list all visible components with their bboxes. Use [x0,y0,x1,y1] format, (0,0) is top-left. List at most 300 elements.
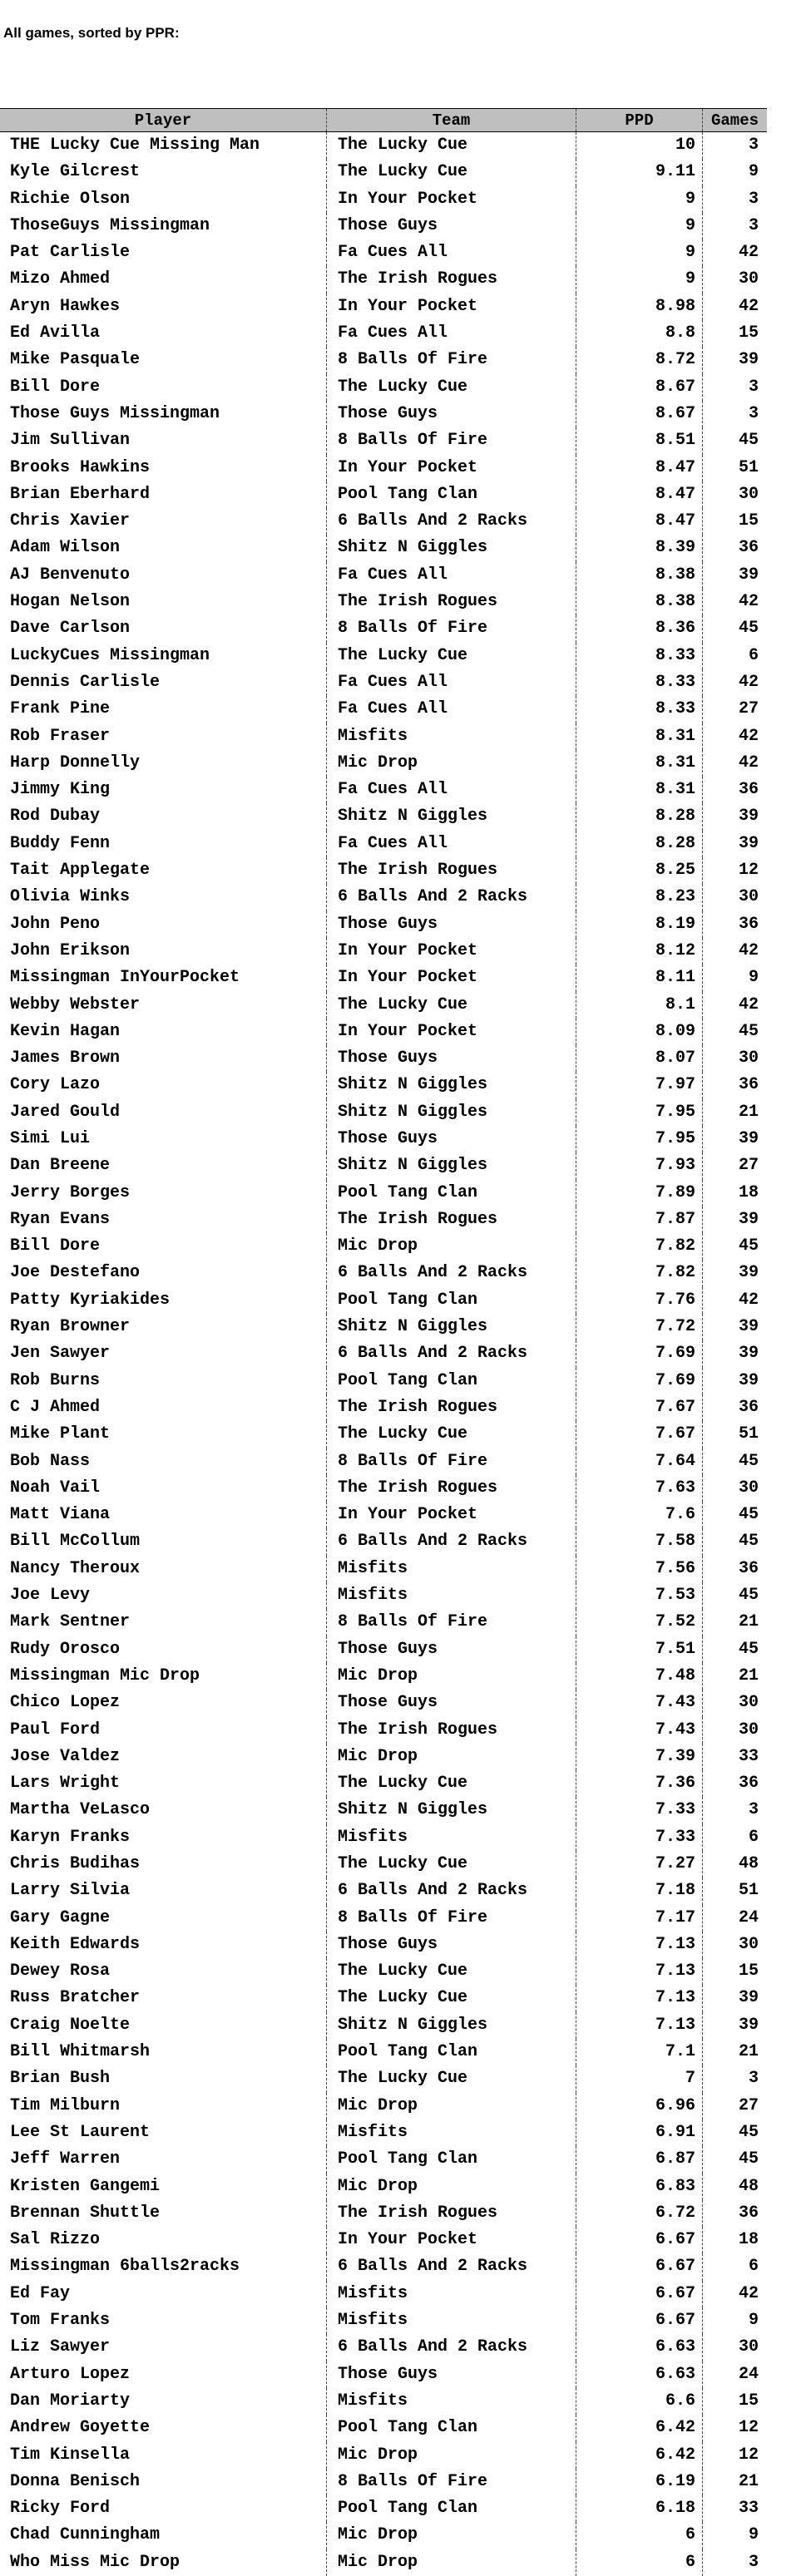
team-cell: The Lucky Cue [327,159,576,185]
games-cell: 12 [738,2445,759,2465]
ppd-cell: 8.25 [576,857,703,884]
table-row [0,1314,767,1340]
ppd-cell: 8.11 [576,965,703,991]
table-row [0,294,767,320]
player-cell: Jen Sawyer [0,1340,327,1367]
games-cell: 15 [738,511,759,531]
player-cell: Jerry Borges [0,1180,327,1207]
table-row [0,696,767,723]
player-cell: Hogan Nelson [0,589,327,615]
games-cell: 42 [738,940,759,960]
table-row [0,1152,767,1179]
player-cell: Andrew Goyette [0,2415,327,2441]
team-cell: 6 Balls And 2 Racks [327,1528,576,1555]
games-cell: 39 [738,350,759,370]
ppd-cell: 8.31 [576,723,703,750]
games-cell: 15 [738,1962,759,1981]
player-cell: Bob Nass [0,1448,327,1475]
games-cell: 18 [738,1182,759,1202]
team-cell: Mic Drop [327,1744,576,1770]
ppd-cell: 8.47 [576,481,703,508]
ppd-cell: 8.23 [576,884,703,910]
games-cell: 30 [738,2337,759,2357]
table-row [0,1126,767,1152]
table-row [0,938,767,965]
games-cell: 39 [738,807,759,827]
table-row [0,320,767,347]
player-cell: Jeff Warren [0,2146,327,2173]
table-row [0,1905,767,1932]
ppd-cell: 9 [576,213,703,239]
team-cell: Shitz N Giggles [327,1099,576,1126]
games-cell: 39 [738,1128,759,1148]
ppd-cell: 6.67 [576,2281,703,2307]
table-row [0,1851,767,1878]
ppd-cell: 7.82 [576,1260,703,1286]
player-cell: Brooks Hawkins [0,455,327,481]
games-cell: 3 [748,377,759,397]
games-cell: 6 [748,1827,759,1847]
games-cell: 30 [738,1049,759,1068]
team-cell: Those Guys [327,1045,576,1072]
player-cell: Arturo Lopez [0,2361,327,2388]
player-cell: John Peno [0,911,327,938]
games-cell: 3 [748,1800,759,1820]
player-cell: Craig Noelte [0,2012,327,2039]
team-cell: Fa Cues All [327,239,576,266]
table-row [0,2442,767,2469]
games-cell: 36 [738,1075,759,1095]
table-row [0,2039,767,2065]
player-cell: Dennis Carlisle [0,669,327,696]
team-cell: The Lucky Cue [327,1958,576,1985]
table-row [0,1099,767,1126]
games-cell: 3 [748,136,759,155]
team-cell: 8 Balls Of Fire [327,1609,576,1636]
table-row [0,2093,767,2120]
player-cell: Ryan Browner [0,1314,327,1340]
games-cell: 12 [738,861,759,881]
table-row [0,1824,767,1851]
games-cell: 9 [748,2311,759,2331]
games-cell: 15 [738,323,759,343]
player-cell: Tait Applegate [0,857,327,884]
team-cell: Pool Tang Clan [327,2146,576,2173]
table-row [0,1528,767,1555]
player-cell: LuckyCues Missingman [0,643,327,669]
player-cell: Jose Valdez [0,1744,327,1770]
games-cell: 39 [738,1263,759,1283]
team-cell: Misfits [327,2307,576,2334]
team-cell: Those Guys [327,2361,576,2388]
ppd-cell: 8.38 [576,562,703,589]
team-cell: Shitz N Giggles [327,2012,576,2039]
table-row [0,481,767,508]
ppd-cell: 8.28 [576,803,703,830]
player-cell: Mike Plant [0,1421,327,1448]
ppd-cell: 6 [576,2549,703,2576]
table-row [0,1368,767,1394]
ppd-cell: 8.67 [576,401,703,427]
games-cell: 45 [738,431,759,451]
table-row [0,589,767,615]
ppd-cell: 7.36 [576,1770,703,1797]
games-cell: 6 [748,645,759,665]
player-cell: Dan Moriarty [0,2388,327,2415]
table-row [0,1770,767,1797]
table-row [0,186,767,213]
games-cell: 33 [738,1746,759,1766]
table-body [0,132,767,2576]
ppd-cell: 7.82 [576,1233,703,1260]
player-cell: Brennan Shuttle [0,2200,327,2227]
games-cell: 39 [738,1988,759,2008]
table-row [0,1717,767,1744]
team-cell: Pool Tang Clan [327,2495,576,2522]
ppd-cell: 7.27 [576,1851,703,1878]
team-cell: 8 Balls Of Fire [327,347,576,373]
games-cell: 18 [738,2230,759,2250]
ppd-cell: 7.58 [576,1528,703,1555]
team-cell: Mic Drop [327,1233,576,1260]
table-row [0,2388,767,2415]
table-row [0,347,767,373]
ppd-cell: 8.33 [576,669,703,696]
table-row [0,1260,767,1286]
ppd-cell: 7.17 [576,1905,703,1932]
player-cell: Joe Levy [0,1582,327,1609]
player-cell: Bill Whitmarsh [0,2039,327,2065]
team-cell: 8 Balls Of Fire [327,1448,576,1475]
games-cell: 3 [748,189,759,209]
ppd-cell: 8.33 [576,696,703,723]
ppd-cell: 7 [576,2065,703,2092]
ppd-cell: 8.31 [576,777,703,803]
table-row [0,1958,767,1985]
player-cell: Harp Donnelly [0,750,327,777]
ppd-cell: 8.47 [576,455,703,481]
ppd-cell: 8.38 [576,589,703,615]
table-row [0,1340,767,1367]
table-row [0,2469,767,2495]
ppd-cell: 7.69 [576,1368,703,1394]
player-cell: Ed Avilla [0,320,327,347]
ppd-cell: 7.72 [576,1314,703,1340]
player-cell: Adam Wilson [0,535,327,561]
table-row [0,1045,767,1072]
games-cell: 45 [738,1236,759,1256]
games-cell: 36 [738,1558,759,1578]
table-row [0,1394,767,1421]
team-cell: Pool Tang Clan [327,1180,576,1207]
ppd-cell: 6.63 [576,2334,703,2361]
ppd-cell: 9 [576,186,703,213]
player-cell: Kevin Hagan [0,1019,327,1045]
ppd-cell: 6.42 [576,2415,703,2441]
table-row [0,1636,767,1663]
ppd-cell: 9.11 [576,159,703,185]
table-row [0,1582,767,1609]
player-cell: Tom Franks [0,2307,327,2334]
table-row [0,777,767,803]
player-cell: Kristen Gangemi [0,2174,327,2200]
header-ppd: PPD [576,109,703,131]
player-cell: Brian Eberhard [0,481,327,508]
table-row [0,401,767,427]
team-cell: Mic Drop [327,2522,576,2549]
player-cell: Chris Budihas [0,1851,327,1878]
player-cell: Missingman InYourPocket [0,965,327,991]
team-cell: Those Guys [327,1636,576,1663]
ppd-cell: 8.1 [576,992,703,1019]
player-cell: Martha VeLasco [0,1797,327,1823]
games-cell: 42 [738,1290,759,1310]
player-cell: Simi Lui [0,1126,327,1152]
team-cell: Pool Tang Clan [327,2415,576,2441]
player-cell: Ryan Evans [0,1207,327,1233]
player-cell: Jim Sullivan [0,427,327,454]
player-cell: Pat Carlisle [0,239,327,266]
team-cell: In Your Pocket [327,938,576,965]
games-cell: 45 [738,2122,759,2142]
player-cell: Patty Kyriakides [0,1287,327,1314]
ppd-cell: 7.13 [576,1985,703,2011]
player-cell: Missingman 6balls2racks [0,2253,327,2280]
player-cell: Dewey Rosa [0,1958,327,1985]
team-cell: Mic Drop [327,2549,576,2576]
ppd-cell: 7.52 [576,1609,703,1636]
games-cell: 39 [738,1317,759,1337]
team-cell: Pool Tang Clan [327,1287,576,1314]
player-cell: Dave Carlson [0,615,327,642]
team-cell: The Lucky Cue [327,992,576,1019]
table-row [0,535,767,561]
games-cell: 51 [738,1881,759,1901]
team-cell: Fa Cues All [327,320,576,347]
table-row [0,1475,767,1502]
table-row [0,132,767,159]
team-cell: The Lucky Cue [327,643,576,669]
player-cell: Karyn Franks [0,1824,327,1851]
team-cell: Shitz N Giggles [327,1072,576,1098]
team-cell: In Your Pocket [327,965,576,991]
ppd-cell: 6.19 [576,2469,703,2495]
player-cell: C J Ahmed [0,1394,327,1421]
player-cell: AJ Benvenuto [0,562,327,589]
games-cell: 12 [738,2418,759,2438]
games-cell: 30 [738,269,759,289]
games-cell: 39 [738,1344,759,1364]
team-cell: Mic Drop [327,1663,576,1690]
team-cell: Mic Drop [327,750,576,777]
player-cell: Bill McCollum [0,1528,327,1555]
games-cell: 33 [738,2499,759,2519]
team-cell: In Your Pocket [327,1502,576,1528]
games-cell: 48 [738,2176,759,2196]
player-cell: Mark Sentner [0,1609,327,1636]
team-cell: 6 Balls And 2 Racks [327,1340,576,1367]
table-row [0,1932,767,1958]
player-cell: Bill Dore [0,1233,327,1260]
player-cell: Lee St Laurent [0,2120,327,2146]
table-row [0,831,767,857]
team-cell: 6 Balls And 2 Racks [327,1260,576,1286]
ppd-cell: 6.87 [576,2146,703,2173]
ppd-cell: 6.18 [576,2495,703,2522]
player-cell: Tim Milburn [0,2093,327,2120]
games-cell: 36 [738,538,759,558]
games-cell: 51 [738,457,759,477]
ppd-cell: 7.67 [576,1394,703,1421]
team-cell: The Lucky Cue [327,1421,576,1448]
ppd-cell: 7.13 [576,2012,703,2039]
games-cell: 36 [738,780,759,800]
team-cell: In Your Pocket [327,1019,576,1045]
table-row [0,239,767,266]
team-cell: 6 Balls And 2 Racks [327,2253,576,2280]
player-cell: Chico Lopez [0,1690,327,1716]
table-row [0,2012,767,2039]
ppd-cell: 8.19 [576,911,703,938]
ppd-cell: 7.95 [576,1126,703,1152]
ppd-cell: 7.13 [576,1932,703,1958]
ppd-cell: 7.63 [576,1475,703,1502]
ppd-cell: 7.69 [576,1340,703,1367]
ppd-cell: 7.53 [576,1582,703,1609]
team-cell: Those Guys [327,213,576,239]
table-row [0,2065,767,2092]
team-cell: The Lucky Cue [327,1770,576,1797]
table-row [0,1233,767,1260]
player-cell: Noah Vail [0,1475,327,1502]
team-cell: The Lucky Cue [327,374,576,401]
team-cell: Those Guys [327,1126,576,1152]
team-cell: Misfits [327,2281,576,2307]
ppd-cell: 8.28 [576,831,703,857]
team-cell: Misfits [327,723,576,750]
games-cell: 30 [738,887,759,907]
table-row [0,2334,767,2361]
ppd-cell: 8.47 [576,508,703,535]
team-cell: The Irish Rogues [327,1394,576,1421]
games-cell: 21 [738,2042,759,2062]
table-row [0,669,767,696]
ppd-cell: 8.39 [576,535,703,561]
player-cell: Jared Gould [0,1099,327,1126]
ppd-cell: 6.6 [576,2388,703,2415]
games-cell: 21 [738,2471,759,2491]
ppd-cell: 8.31 [576,750,703,777]
player-cell: Dan Breene [0,1152,327,1179]
games-cell: 3 [748,215,759,235]
games-cell: 39 [738,1209,759,1229]
player-cell: Rudy Orosco [0,1636,327,1663]
team-cell: The Irish Rogues [327,857,576,884]
player-cell: Webby Webster [0,992,327,1019]
table-row [0,1744,767,1770]
games-cell: 42 [738,592,759,612]
ppd-cell: 8.12 [576,938,703,965]
ppd-cell: 7.51 [576,1636,703,1663]
games-cell: 42 [738,243,759,263]
player-cell: Jimmy King [0,777,327,803]
ppd-cell: 6 [576,2522,703,2549]
ppd-cell: 7.6 [576,1502,703,1528]
games-cell: 30 [738,1478,759,1498]
ppd-cell: 7.97 [576,1072,703,1098]
table-row [0,1502,767,1528]
ppd-cell: 7.18 [576,1878,703,1904]
ppd-cell: 7.87 [576,1207,703,1233]
table-row [0,615,767,642]
team-cell: The Irish Rogues [327,2200,576,2227]
ppd-cell: 7.39 [576,1744,703,1770]
games-cell: 30 [738,484,759,504]
team-cell: Shitz N Giggles [327,1797,576,1823]
ppd-cell: 7.48 [576,1663,703,1690]
player-cell: Cory Lazo [0,1072,327,1098]
player-cell: Tim Kinsella [0,2442,327,2469]
ppd-cell: 8.51 [576,427,703,454]
player-cell: Keith Edwards [0,1932,327,1958]
table-row [0,1609,767,1636]
player-cell: Ricky Ford [0,2495,327,2522]
games-cell: 21 [738,1666,759,1685]
table-row [0,159,767,185]
player-cell: Mike Pasquale [0,347,327,373]
team-cell: Shitz N Giggles [327,1314,576,1340]
table-row [0,750,767,777]
team-cell: Misfits [327,2388,576,2415]
team-cell: Misfits [327,2120,576,2146]
table-row [0,884,767,910]
table-row [0,2549,767,2576]
team-cell: Shitz N Giggles [327,535,576,561]
team-cell: Fa Cues All [327,562,576,589]
team-cell: In Your Pocket [327,455,576,481]
games-cell: 39 [738,2015,759,2035]
player-cell: Russ Bratcher [0,1985,327,2011]
games-cell: 27 [738,699,759,719]
team-cell: Pool Tang Clan [327,481,576,508]
games-cell: 42 [738,672,759,692]
table-row [0,911,767,938]
player-cell: Frank Pine [0,696,327,723]
games-cell: 30 [738,1720,759,1740]
games-cell: 3 [748,2552,759,2572]
team-cell: Those Guys [327,1690,576,1716]
player-cell: Chris Xavier [0,508,327,535]
games-cell: 9 [748,162,759,182]
header-games: Games [710,111,759,130]
player-cell: Sal Rizzo [0,2227,327,2253]
ppd-cell: 7.33 [576,1824,703,1851]
ppd-cell: 7.93 [576,1152,703,1179]
team-cell: The Irish Rogues [327,1717,576,1744]
table-row [0,1072,767,1098]
team-cell: Mic Drop [327,2093,576,2120]
team-cell: 8 Balls Of Fire [327,1905,576,1932]
table-row [0,1448,767,1475]
table-row [0,2146,767,2173]
player-cell: Gary Gagne [0,1905,327,1932]
table-row [0,213,767,239]
games-cell: 30 [738,1934,759,1954]
table-row [0,508,767,535]
table-row [0,1207,767,1233]
player-cell: Olivia Winks [0,884,327,910]
table-row [0,965,767,991]
